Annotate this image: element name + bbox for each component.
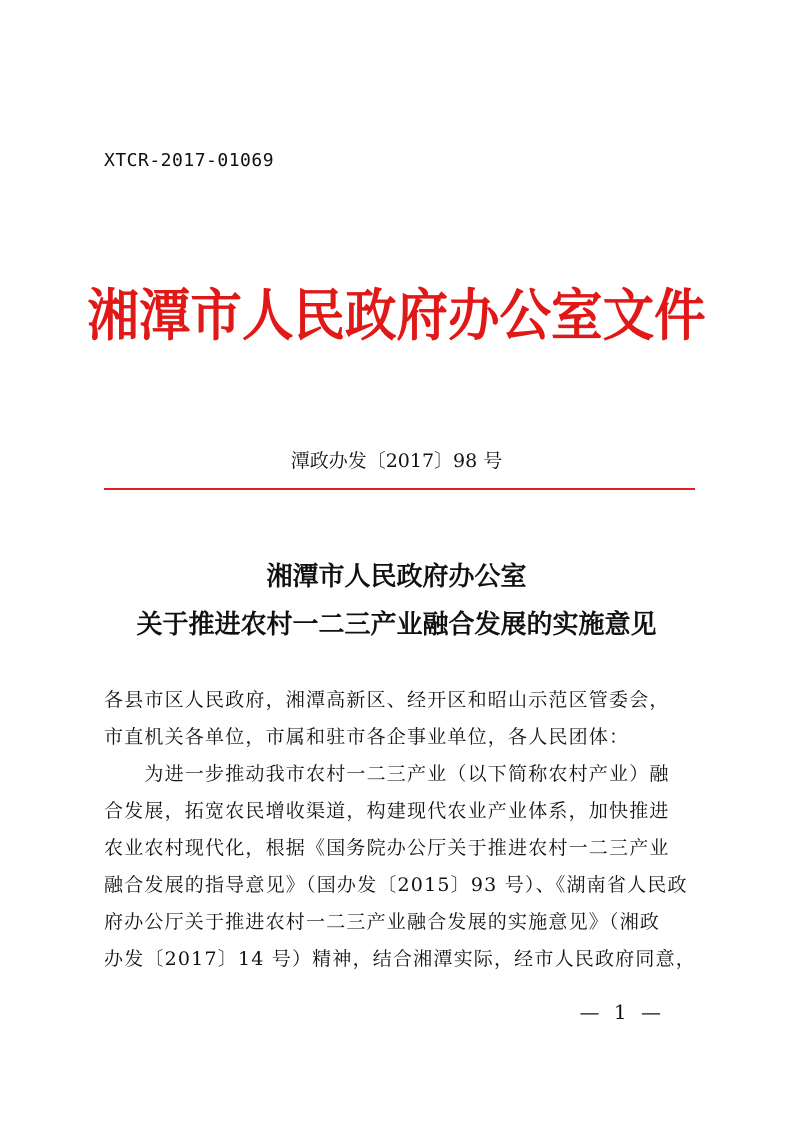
- body-line: 合发展，拓宽农民增收渠道，构建现代农业产业体系，加快推进: [104, 800, 670, 822]
- body-line: 市直机关各单位，市属和驻市各企事业单位，各人民团体：: [104, 726, 630, 748]
- document-code: XTCR-2017-01069: [104, 150, 275, 171]
- document-title-line-1: 湘潭市人民政府办公室: [266, 562, 527, 592]
- page-number: — 1 —: [579, 1000, 665, 1024]
- body-line: 府办公厅关于推进农村一二三产业融合发展的实施意见》（湘政: [104, 911, 661, 933]
- masthead-title: 湘潭市人民政府办公室文件: [87, 283, 706, 349]
- body-line: 办发〔2017〕14 号）精神，结合湘潭实际，经市人民政府同意，: [104, 948, 696, 970]
- document-number: 潭政办发〔2017〕98 号: [290, 450, 503, 472]
- body-line: 农业农村现代化，根据《国务院办公厅关于推进农村一二三产业: [104, 837, 670, 859]
- document-title-line-2: 关于推进农村一二三产业融合发展的实施意见: [136, 610, 657, 640]
- body-line: 融合发展的指导意见》（国办发〔2015〕93 号）、《湖南省人民政: [104, 874, 688, 896]
- body-line: 各县市区人民政府，湘潭高新区、经开区和昭山示范区管委会，: [104, 689, 670, 711]
- body-line: 为进一步推动我市农村一二三产业（以下简称农村产业）融: [104, 763, 670, 785]
- red-divider-line: [104, 488, 695, 490]
